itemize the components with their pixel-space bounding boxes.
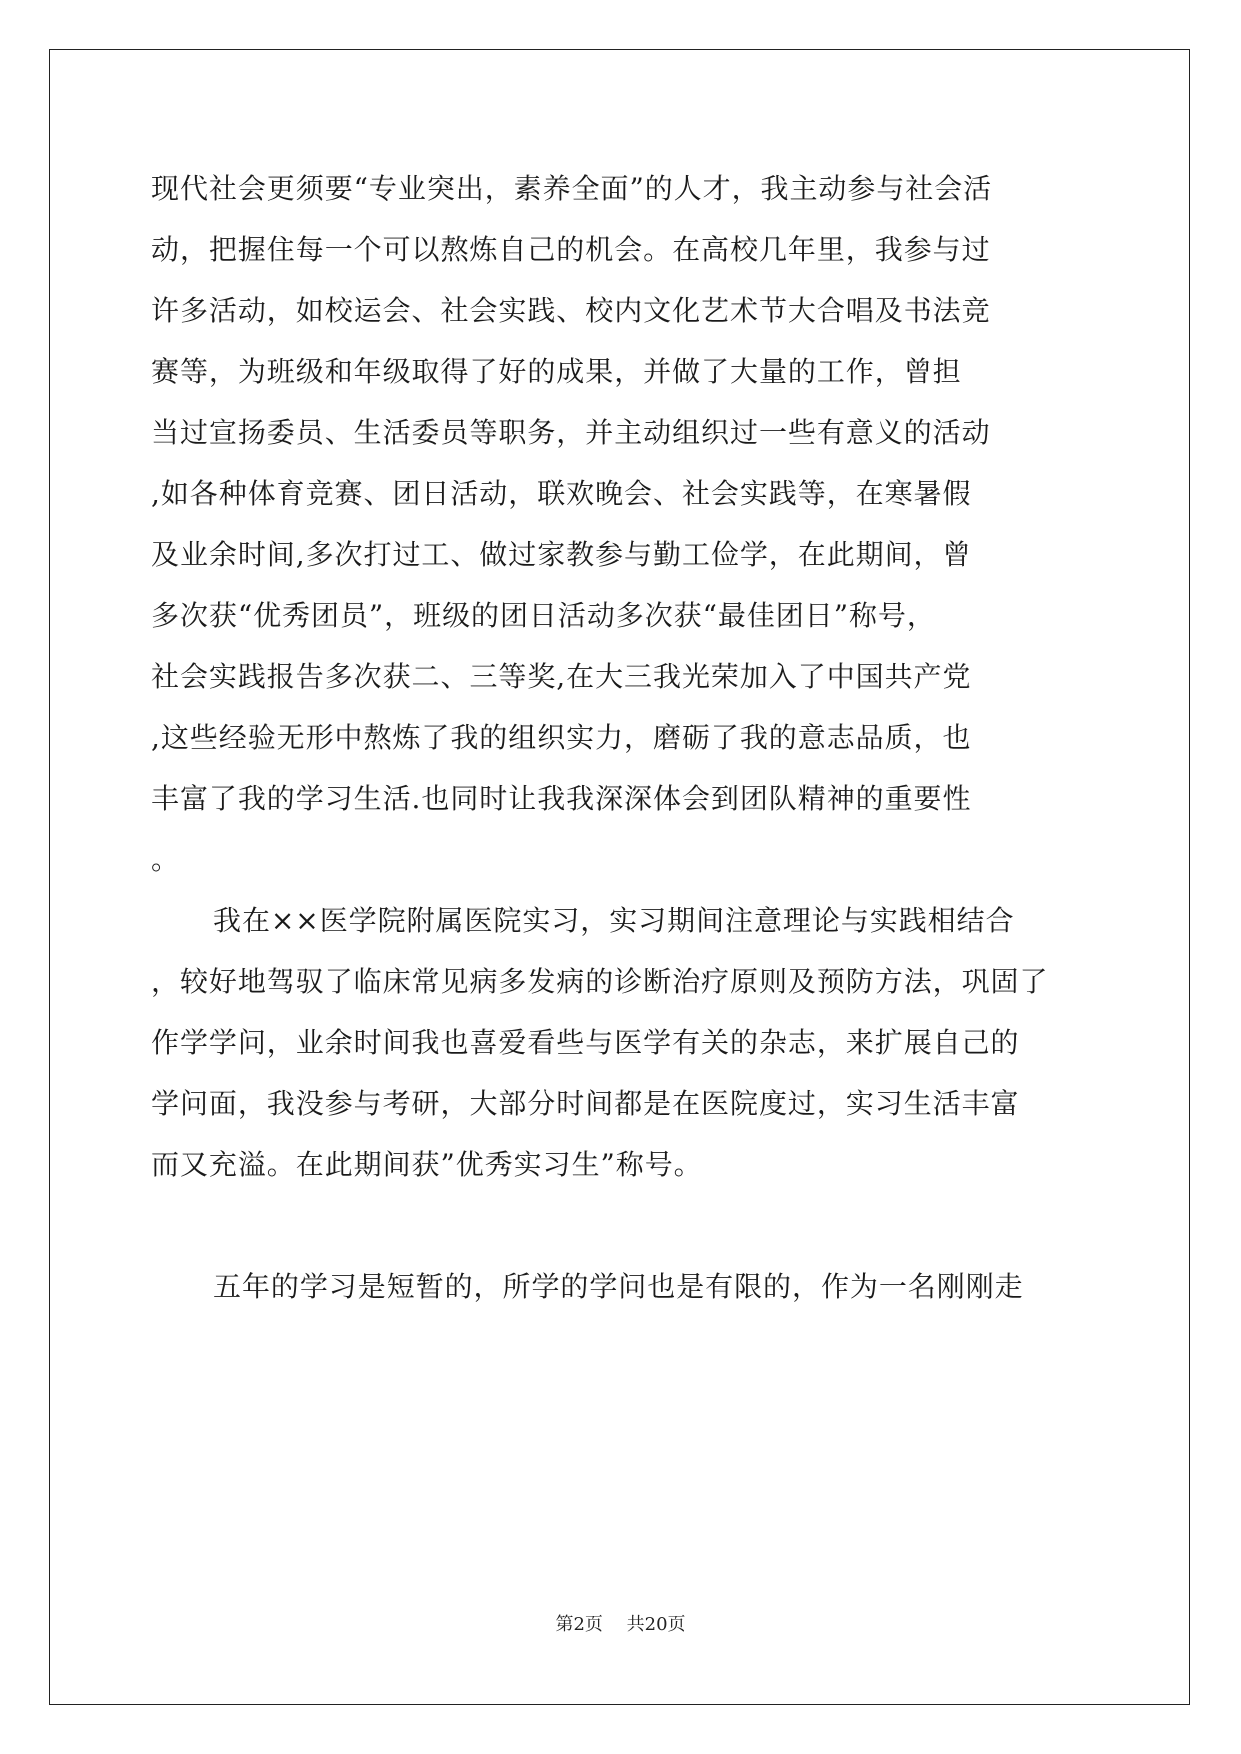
text-line: ,这些经验无形中熬炼了我的组织实力，磨砺了我的意志品质，也 [151,721,972,754]
text-line: 作学学问，业余时间我也喜爱看些与医学有关的杂志，来扩展自己的 [151,1026,1020,1059]
text-line: 及业余时间,多次打过工、做过家教参与勤工俭学，在此期间，曾 [151,538,972,571]
text-line: 我在××医学院附属医院实习，实习期间注意理论与实践相结合 [213,904,1015,937]
text-line: ,如各种体育竞赛、团日活动，联欢晚会、社会实践等，在寒暑假 [151,477,972,510]
paragraph-conclusion [151,1256,1091,1317]
text-line: 。 [151,843,180,876]
text-line: 多次获“优秀团员”，班级的团日活动多次获“最佳团日”称号， [151,599,936,632]
text-line: 动，把握住每一个可以熬炼自己的机会。在高校几年里，我参与过 [151,233,991,266]
paragraph-activities [151,158,1091,890]
text-line: ，较好地驾驭了临床常见病多发病的诊断治疗原则及预防方法，巩固了 [151,965,1049,998]
text-line: 许多活动，如校运会、社会实践、校内文化艺术节大合唱及书法竞 [151,294,991,327]
text-line: 赛等，为班级和年级取得了好的成果，并做了大量的工作，曾担 [151,355,962,388]
text-line: 当过宣扬委员、生活委员等职务，并主动组织过一些有意义的活动 [151,416,991,449]
text-line [151,1195,1091,1256]
page-number: 第2页 [555,1614,603,1635]
text-line: 丰富了我的学习生活.也同时让我我深深体会到团队精神的重要性 [151,782,972,815]
text-line: 社会实践报告多次获二、三等奖,在大三我光荣加入了中国共产党 [151,660,972,693]
text-line: 学问面，我没参与考研，大部分时间都是在医院度过，实习生活丰富 [151,1087,1020,1120]
text-line: 而又充溢。在此期间获”优秀实习生”称号。 [151,1148,703,1181]
text-line: 现代社会更须要“专业突出，素养全面”的人才，我主动参与社会活 [151,172,993,205]
page-footer [0,1610,1241,1636]
document-body [151,158,1091,1317]
paragraph-internship [151,890,1091,1256]
page-total: 共20页 [626,1614,686,1635]
text-line: 五年的学习是短暂的，所学的学问也是有限的，作为一名刚刚走 [213,1270,1024,1303]
